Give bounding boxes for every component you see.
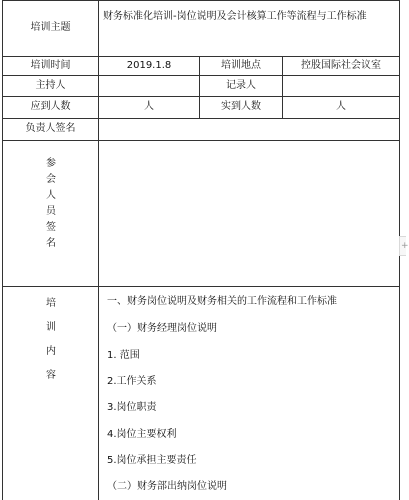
content-line: 2.工作关系 [107, 376, 157, 387]
content-line: 3.岗位职责 [107, 402, 157, 413]
plus-icon: + [401, 241, 409, 251]
row-divider-5 [3, 140, 399, 141]
participant-signature-label: 参会人员签名 [46, 158, 56, 249]
row-divider-4 [3, 118, 399, 119]
content-line: 1. 范围 [107, 350, 140, 361]
actual-attendance-unit: 人 [336, 101, 346, 112]
row-divider-2 [3, 75, 399, 76]
content-line: （一）财务经理岗位说明 [107, 323, 217, 334]
row-divider-1 [3, 56, 399, 57]
training-topic-label: 培训主题 [30, 22, 71, 33]
content-line: （二）财务部出纳岗位说明 [107, 481, 227, 492]
training-location-value: 控股国际社会议室 [301, 60, 381, 71]
side-expand-handle[interactable] [399, 236, 409, 256]
expected-attendance-unit: 人 [144, 101, 154, 112]
recorder-label: 记录人 [226, 80, 256, 91]
host-label: 主持人 [35, 80, 66, 91]
training-topic-value: 财务标准化培训-岗位说明及会计核算工作等流程与工作标准 [103, 11, 367, 22]
content-line: 4.岗位主要权利 [107, 429, 177, 440]
training-location-label: 培训地点 [221, 60, 261, 71]
table-border-top [3, 0, 399, 1]
row-divider-6 [3, 286, 399, 287]
row-divider-3 [3, 96, 399, 97]
expected-attendance-label: 应到人数 [30, 101, 71, 112]
content-line: 5.岗位承担主要责任 [107, 455, 197, 466]
training-record-form [2, 0, 400, 500]
training-date-value: 2019.1.8 [126, 60, 172, 71]
training-time-label: 培训时间 [30, 60, 71, 71]
actual-attendance-label: 实到人数 [221, 101, 261, 112]
leader-signature-label: 负责人签名 [25, 123, 76, 134]
training-content-label: 培训内容 [46, 298, 56, 381]
content-line: 一、财务岗位说明及财务相关的工作流程和工作标准 [107, 296, 337, 307]
column-divider-label [98, 0, 99, 500]
